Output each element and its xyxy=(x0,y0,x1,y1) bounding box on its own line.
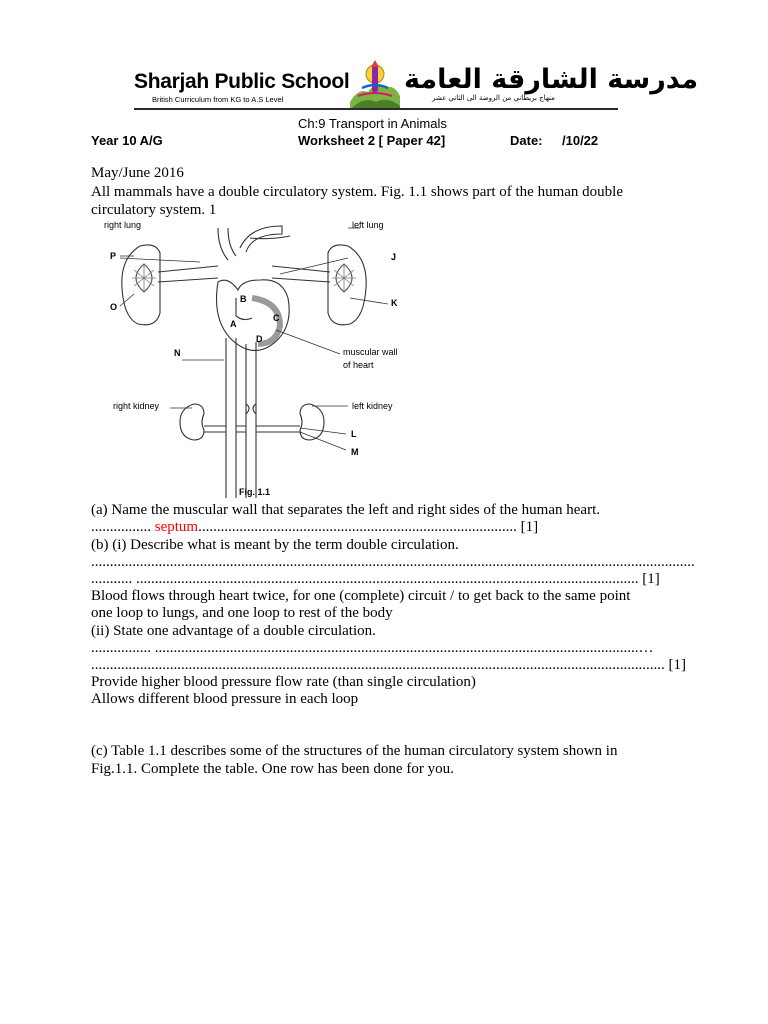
label-left-lung: left lung xyxy=(352,220,384,230)
year-group: Year 10 A/G xyxy=(91,133,163,148)
part-a-answer: septum xyxy=(154,519,199,535)
chapter-title: Ch:9 Transport in Animals xyxy=(298,116,447,131)
figure-caption: Fig. 1.1 xyxy=(239,487,271,497)
part-a-dots-before: ................ xyxy=(91,519,155,535)
label-muscular-wall-1: muscular wall xyxy=(343,347,398,357)
part-b-i-answer-1: Blood flows through heart twice, for one (complete) circuit / to get back to the same point xyxy=(91,588,631,604)
label-d: D xyxy=(256,334,263,344)
label-b: B xyxy=(240,294,247,304)
part-a-question: (a) Name the muscular wall that separates the left and right sides of the human heart. xyxy=(91,502,600,518)
header-divider xyxy=(134,108,618,110)
right-lung xyxy=(122,245,160,325)
part-b-i-dots-2: ........... ...................................................................................................................................... [1] xyxy=(91,571,660,587)
question-intro-line-2: circulatory system. 1 xyxy=(91,202,217,218)
part-b-i-question: (b) (i) Describe what is meant by the term double circulation. xyxy=(91,537,459,553)
label-o: O xyxy=(110,302,118,312)
label-k: K xyxy=(391,298,398,308)
date-value: /10/22 xyxy=(562,133,599,148)
right-kidney xyxy=(180,404,204,440)
label-j: J xyxy=(391,252,397,262)
school-tagline-ar: منهاج بريطاني من الروضة الى الثاني عشر xyxy=(432,94,555,102)
school-name-en: Sharjah Public School xyxy=(134,70,350,93)
school-crest-icon xyxy=(346,58,404,110)
part-b-ii-answer-2: Allows different blood pressure in each loop xyxy=(91,691,359,707)
label-right-lung: right lung xyxy=(104,220,142,230)
label-right-kidney: right kidney xyxy=(113,401,160,411)
part-b-ii-question: (ii) State one advantage of a double circulation. xyxy=(91,623,376,639)
label-p: P xyxy=(110,251,117,261)
circulatory-system-diagram xyxy=(100,218,420,498)
label-left-kidney: left kidney xyxy=(352,401,393,411)
part-b-i-answer-2: one loop to lungs, and one loop to rest of the body xyxy=(91,605,393,621)
left-lung xyxy=(328,245,366,325)
label-muscular-wall-2: of heart xyxy=(343,360,374,370)
school-name-ar: مدرسة الشارقة العامة xyxy=(404,64,699,95)
part-c-line-1: (c) Table 1.1 describes some of the structures of the human circulatory system shown in xyxy=(91,743,618,759)
question-intro-line-1: All mammals have a double circulatory system. Fig. 1.1 shows part of the human double xyxy=(91,184,623,200)
exam-session: May/June 2016 xyxy=(91,165,184,181)
part-b-i-dots-1: ................................................................................................................................................................. xyxy=(91,554,695,570)
worksheet-label: Worksheet 2 [ Paper 42] xyxy=(298,133,446,148)
school-tagline-en: British Curriculum from KG to A.S Level xyxy=(152,95,284,104)
label-l: L xyxy=(351,429,357,439)
part-a-answer-line xyxy=(91,518,538,536)
part-a-dots-after: ..................................................................................... [1] xyxy=(198,519,539,535)
part-b-ii-answer-1: Provide higher blood pressure flow rate (than single circulation) xyxy=(91,674,476,690)
label-n: N xyxy=(174,348,181,358)
label-c: C xyxy=(273,313,280,323)
part-b-ii-dots-2: ......................................................................................................................................................... [1] xyxy=(91,657,686,673)
left-kidney xyxy=(300,404,324,440)
date-label: Date: xyxy=(510,133,543,148)
part-b-ii-dots-1: ................ .................................................................................................................................… xyxy=(91,640,654,656)
label-m: M xyxy=(351,447,359,457)
part-c-line-2: Fig.1.1. Complete the table. One row has been done for you. xyxy=(91,761,454,777)
label-a: A xyxy=(230,319,237,329)
